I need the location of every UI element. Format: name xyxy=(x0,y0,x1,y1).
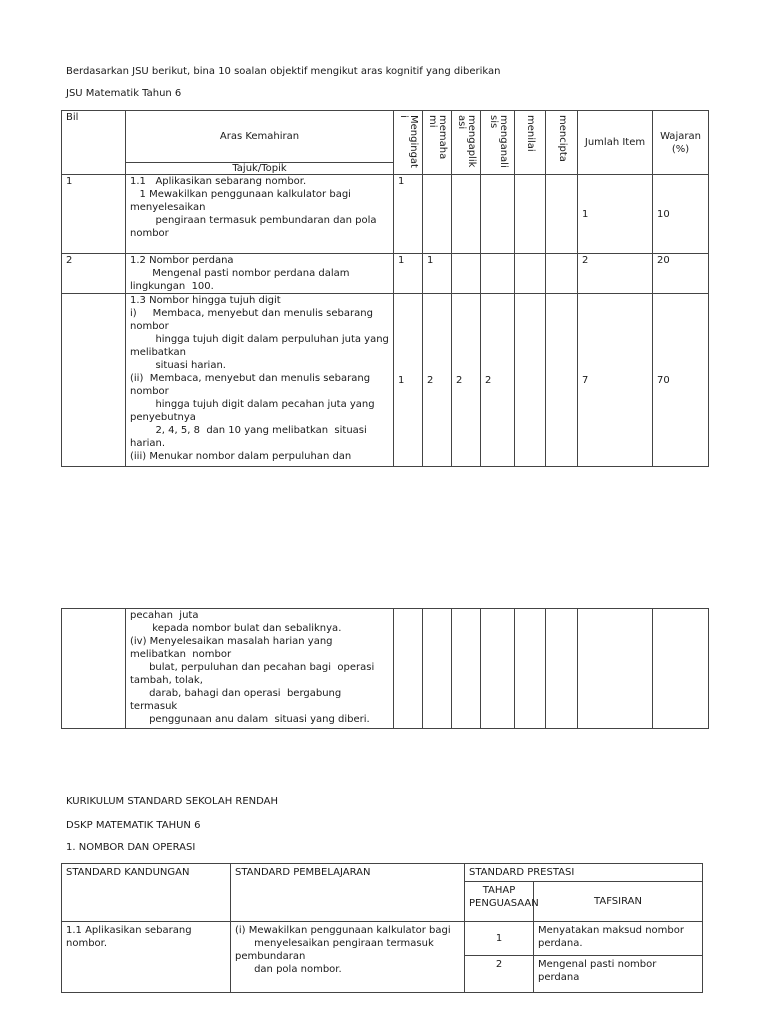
header-pembelajaran: STANDARD PEMBELAJARAN xyxy=(231,864,465,922)
row-wajaran: 20 xyxy=(653,254,709,294)
table-row xyxy=(62,254,709,294)
row-level xyxy=(515,175,546,254)
row-jumlah: 2 xyxy=(578,254,653,294)
jsu-table-continued xyxy=(61,608,709,729)
row-jumlah: 7 xyxy=(578,294,653,467)
section-heading: 1. NOMBOR DAN OPERASI xyxy=(66,842,196,853)
row-topic: 1.3 Nombor hingga tujuh digit i) Membaca, menyebut dan menulis sebarang nombor hingga tujuh digit dalam perpuluhan juta yang melibatkan situasi harian. (ii) Membaca, menyebut dan menulis sebarang nombor hingga tujuh digit dalam pecahan juta yang penyebutnya 2, 4, 5, 8 dan 10 yang melibatkan situasi harian. (iii) Menukar nombor dalam perpuluhan dan xyxy=(126,294,394,467)
row-level xyxy=(423,175,452,254)
row-wajaran: 70 xyxy=(653,294,709,467)
cell-tahap: 1 xyxy=(465,922,534,956)
jsu-header-row xyxy=(62,111,709,163)
row-level: 1 xyxy=(394,175,423,254)
row-bil xyxy=(62,294,126,467)
table-row xyxy=(62,609,709,729)
cell-pembelajaran: (i) Mewakilkan penggunaan kalkulator bagi menyelesaikan pengiraan termasuk pembundaran dan pola nombor. xyxy=(231,922,465,993)
header-tafsiran: TAFSIRAN xyxy=(534,882,703,922)
dskp-table xyxy=(61,863,703,993)
kssr-heading: KURIKULUM STANDARD SEKOLAH RENDAH xyxy=(66,796,279,807)
row-level: 2 xyxy=(452,294,481,467)
row-level xyxy=(546,175,578,254)
row-level xyxy=(515,254,546,294)
row-level: 1 xyxy=(394,254,423,294)
row-level: 1 xyxy=(394,294,423,467)
row-level: 2 xyxy=(423,294,452,467)
table-row xyxy=(62,922,703,956)
header-level-1: memaha mi xyxy=(423,111,452,175)
header-level-0: Mengingat i xyxy=(394,111,423,175)
row-topic: 1.2 Nombor perdana Mengenal pasti nombor perdana dalam lingkungan 100. xyxy=(126,254,394,294)
row-level xyxy=(452,175,481,254)
cell-tahap: 2 xyxy=(465,956,534,993)
row-jumlah: 1 xyxy=(578,175,653,254)
cell-kandungan: 1.1 Aplikasikan sebarang nombor. xyxy=(62,922,231,993)
table-row xyxy=(62,294,709,467)
jsu-table xyxy=(61,110,709,467)
header-kandungan: STANDARD KANDUNGAN xyxy=(62,864,231,922)
cell-tafsiran: Menyatakan maksud nombor perdana. xyxy=(534,922,703,956)
header-tajuk: Tajuk/Topik xyxy=(126,163,394,175)
header-prestasi: STANDARD PRESTASI xyxy=(465,864,703,882)
header-tahap: TAHAP PENGUASAAN xyxy=(465,882,534,922)
row-topic: 1.1 Aplikasikan sebarang nombor. 1 Mewakilkan penggunaan kalkulator bagi menyelesaikan pengiraan termasuk pembundaran dan pola nombor xyxy=(126,175,394,254)
row-bil: 1 xyxy=(62,175,126,254)
header-level-5: mencipta xyxy=(546,111,578,175)
row-level: 1 xyxy=(423,254,452,294)
dskp-heading: DSKP MATEMATIK TAHUN 6 xyxy=(66,820,201,831)
header-level-2: mengaplik asi xyxy=(452,111,481,175)
header-level-4: menilai xyxy=(515,111,546,175)
row-wajaran: 10 xyxy=(653,175,709,254)
dskp-header-row xyxy=(62,864,703,882)
row-level: 2 xyxy=(481,294,515,467)
row-level xyxy=(515,294,546,467)
row-level xyxy=(481,254,515,294)
row-topic-continued: pecahan juta kepada nombor bulat dan sebaliknya. (iv) Menyelesaikan masalah harian yang melibatkan nombor bulat, perpuluhan dan pecahan bagi operasi tambah, tolak, darab, bahagi dan operasi bergabung termasuk penggunaan anu dalam situasi yang diberi. xyxy=(126,609,394,729)
header-wajaran: Wajaran (%) xyxy=(653,111,709,175)
cell-tafsiran: Mengenal pasti nombor perdana xyxy=(534,956,703,993)
header-aras: Aras Kemahiran xyxy=(126,111,394,163)
row-level xyxy=(546,254,578,294)
row-level xyxy=(546,294,578,467)
jsu-title: JSU Matematik Tahun 6 xyxy=(66,88,182,99)
row-level xyxy=(481,175,515,254)
header-jumlah: Jumlah Item xyxy=(578,111,653,175)
header-bil: Bil xyxy=(62,111,126,175)
header-level-3: menganali sis xyxy=(481,111,515,175)
intro-text: Berdasarkan JSU berikut, bina 10 soalan objektif mengikut aras kognitif yang diberikan xyxy=(66,66,501,77)
table-row xyxy=(62,175,709,254)
row-level xyxy=(452,254,481,294)
row-bil: 2 xyxy=(62,254,126,294)
